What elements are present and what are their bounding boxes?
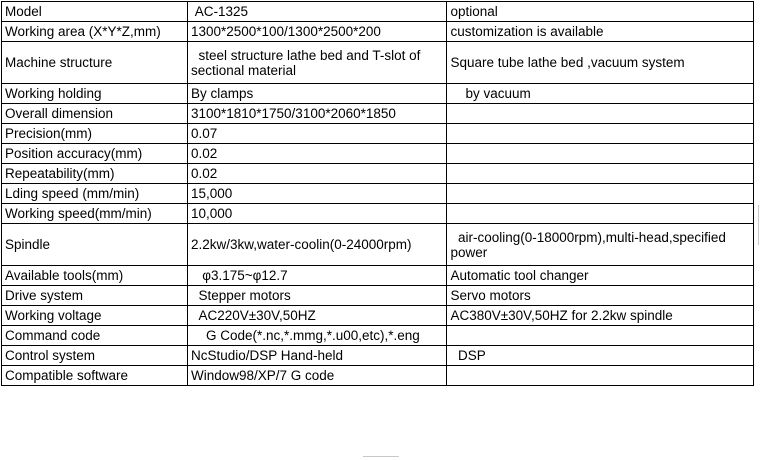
spec-label: Position accuracy(mm) [2,144,188,164]
table-row [2,2,754,22]
spec-extra [447,184,754,204]
spec-extra [447,326,754,346]
spec-extra: AC380V±30V,50HZ for 2.2kw spindle [447,306,754,326]
spec-label: Repeatability(mm) [2,164,188,184]
table-row [2,184,754,204]
spec-value: AC220V±30V,50HZ [187,306,447,326]
spec-label: Precision(mm) [2,124,188,144]
edge-divider [758,205,759,245]
table-row [2,366,754,386]
spec-label: Compatible software [2,366,188,386]
spec-value: 0.02 [187,164,447,184]
table-row [2,266,754,286]
table-row [2,204,754,224]
spec-extra [447,124,754,144]
spec-value: 0.02 [187,144,447,164]
spec-value: 2.2kw/3kw,water-coolin(0-24000rpm) [187,224,447,266]
spec-extra: Servo motors [447,286,754,306]
spec-extra: DSP [447,346,754,366]
table-row [2,22,754,42]
spec-extra [447,104,754,124]
table-row [2,286,754,306]
spec-extra: Square tube lathe bed ,vacuum system [447,42,754,84]
spec-value: 10,000 [187,204,447,224]
bottom-divider [363,456,399,457]
table-row [2,84,754,104]
table-row [2,224,754,266]
spec-value: AC-1325 [187,2,447,22]
spec-label: Spindle [2,224,188,266]
spec-value: 3100*1810*1750/3100*2060*1850 [187,104,447,124]
spec-label: Available tools(mm) [2,266,188,286]
spec-extra: Automatic tool changer [447,266,754,286]
table-row [2,306,754,326]
spec-table [1,1,754,386]
table-row [2,104,754,124]
spec-value: Stepper motors [187,286,447,306]
spec-label: Control system [2,346,188,366]
spec-value: By clamps [187,84,447,104]
spec-extra [447,164,754,184]
spec-label: Working area (X*Y*Z,mm) [2,22,188,42]
spec-label: Command code [2,326,188,346]
spec-value: 1300*2500*100/1300*2500*200 [187,22,447,42]
spec-value: G Code(*.nc,*.mmg,*.u00,etc),*.eng [187,326,447,346]
spec-value: φ3.175~φ12.7 [187,266,447,286]
spec-value: steel structure lathe bed and T-slot of sectional material [187,42,447,84]
spec-label: Overall dimension [2,104,188,124]
table-row [2,144,754,164]
spec-value: 0.07 [187,124,447,144]
spec-extra: by vacuum [447,84,754,104]
spec-label: Working speed(mm/min) [2,204,188,224]
table-row [2,124,754,144]
spec-value: 15,000 [187,184,447,204]
table-row [2,346,754,366]
spec-value: Window98/XP/7 G code [187,366,447,386]
spec-label: Working voltage [2,306,188,326]
spec-extra [447,144,754,164]
spec-extra: customization is available [447,22,754,42]
spec-label: Model [2,2,188,22]
table-row [2,326,754,346]
spec-label: Machine structure [2,42,188,84]
spec-extra [447,204,754,224]
spec-extra: air-cooling(0-18000rpm),multi-head,specified power [447,224,754,266]
spec-extra: optional [447,2,754,22]
table-row [2,164,754,184]
spec-label: Working holding [2,84,188,104]
spec-extra [447,366,754,386]
spec-label: Lding speed (mm/min) [2,184,188,204]
spec-label: Drive system [2,286,188,306]
spec-value: NcStudio/DSP Hand-held [187,346,447,366]
table-row [2,42,754,84]
